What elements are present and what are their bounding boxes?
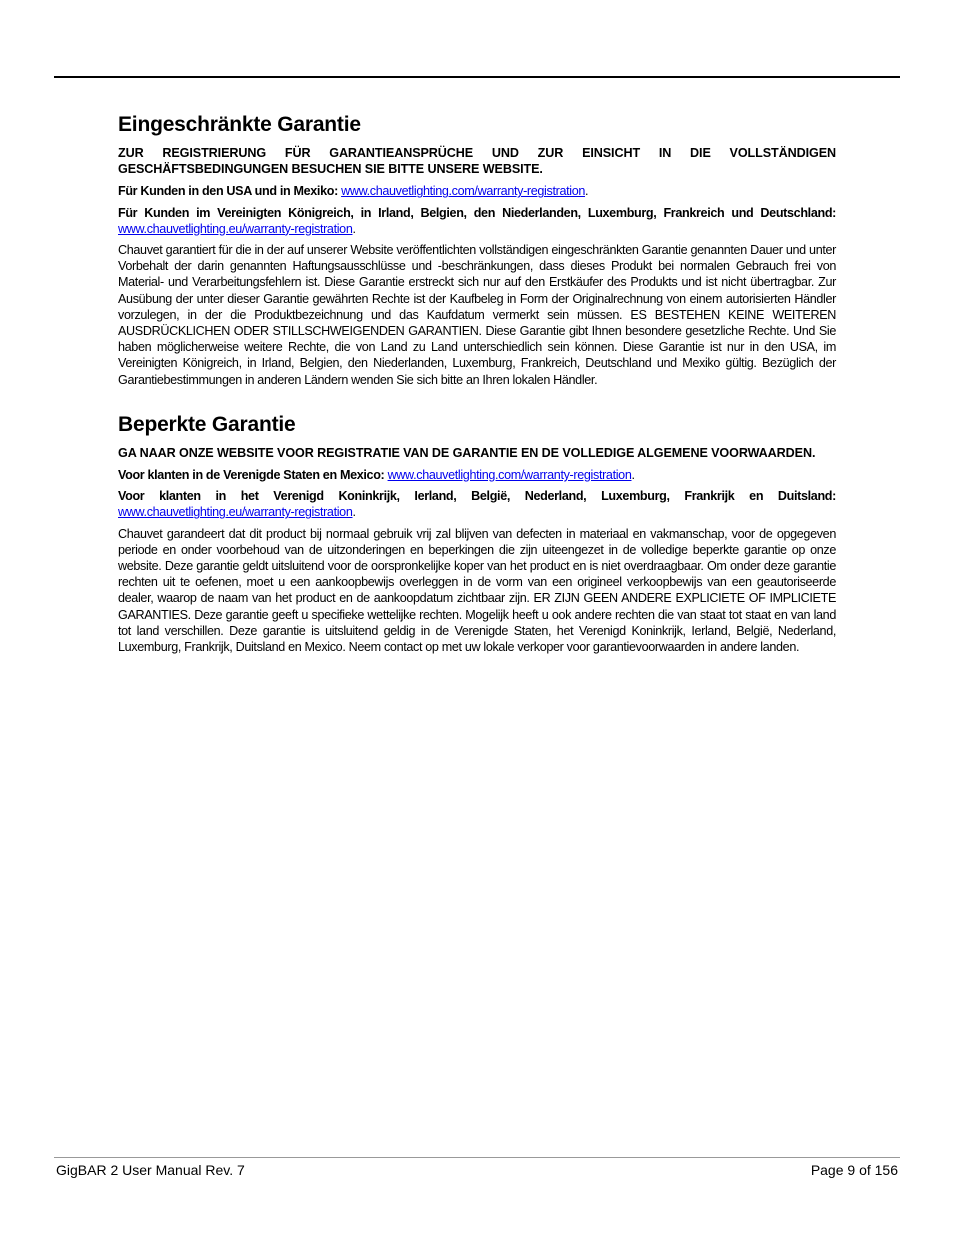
usa-registration-line	[118, 183, 836, 199]
page-content	[118, 112, 836, 671]
footer-page-number: Page 9 of 156	[810, 1162, 898, 1178]
registration-notice: GA NAAR ONZE WEBSITE VOOR REGISTRATIE VAN DE GARANTIE EN DE VOLLEDIGE ALGEMENE VOORWAARDEN.	[118, 445, 816, 460]
section-title: Beperkte Garantie	[118, 412, 296, 436]
header-rule	[54, 76, 900, 78]
usa-label: Für Kunden in den USA und in Mexiko:	[118, 184, 338, 199]
section-title: Eingeschränkte Garantie	[118, 113, 361, 136]
eu-label: Voor klanten in het Verenigd Koninkrijk, Ierland, België, Nederland, Luxemburg, Frankrijk en Duitsland:	[118, 489, 836, 504]
eu-registration-line	[118, 205, 836, 237]
eu-registration-line	[118, 488, 836, 520]
warranty-body: Chauvet garandeert dat dit product bij normaal gebruik vrij zal blijven van defecten in materiaal en vakmanschap, voor de opgegeven periode en onder voorbehoud van de uitzonderingen en beperkingen die zijn uiteengezet in de volledige beperkte garantie op onze website. Deze garantie geldt uitsluitend voor de oorspronkelijke koper van het product en is niet overdraagbaar. Om onder deze garantie rechten uit te oefenen, moet u een aankoopbewijs overleggen in de vorm van een origineel verkoopbewijs van een geautoriseerde dealer, waarop de naam van het product en de aankoopdatum zichtbaar zijn. ER ZIJN GEEN ANDERE EXPLICIETE OF IMPLICIETE GARANTIES. Deze garantie geeft u specifieke wettelijke rechten. Mogelijk heeft u ook andere rechten die van staat tot staat en van land tot land verschillen. Deze garantie is uitsluitend geldig in de Verenigde Staten, het Verenigd Koninkrijk, Ierland, België, Nederland, Luxemburg, Frankrijk, Duitsland en Mexico. Neem contact op met uw lokale verkoper voor garantievoorwaarden in andere landen.	[118, 526, 836, 655]
section-dutch-warranty	[118, 412, 836, 655]
section-german-warranty	[118, 112, 836, 388]
footer-rule	[54, 1157, 900, 1158]
eu-registration-link[interactable]: www.chauvetlighting.eu/warranty-registration	[118, 221, 353, 236]
registration-notice: ZUR REGISTRIERUNG FÜR GARANTIEANSPRÜCHE UND ZUR EINSICHT IN DIE VOLLSTÄNDIGEN GESCHÄFTSBEDINGUNGEN BESUCHEN SIE BITTE UNSERE WEBSITE.	[118, 146, 836, 177]
usa-registration-line	[118, 467, 836, 483]
usa-registration-link[interactable]: www.chauvetlighting.com/warranty-registration	[387, 468, 632, 483]
usa-label: Voor klanten in de Verenigde Staten en Mexico:	[118, 468, 385, 483]
eu-registration-link[interactable]: www.chauvetlighting.eu/warranty-registration	[118, 505, 353, 520]
period: .	[631, 468, 635, 483]
period: .	[352, 221, 356, 236]
usa-registration-link[interactable]: www.chauvetlighting.com/warranty-registration	[341, 184, 586, 199]
eu-label: Für Kunden im Vereinigten Königreich, in Irland, Belgien, den Niederlanden, Luxemburg, Frankreich und Deutschland:	[118, 205, 836, 220]
period: .	[352, 505, 356, 520]
warranty-body: Chauvet garantiert für die in der auf unserer Website veröffentlichten vollständigen eingeschränkten Garantie genannten Dauer und unter Vorbehalt der darin genannten Haftungsausschlüsse und -beschränkungen, dass dieses Produkt bei normalen Gebrauch frei von Material- und Verarbeitungsfehlern ist. Diese Garantie erstreckt sich nur auf den Erstkäufer des Produkts und ist nicht übertragbar. Zur Ausübung der unter dieser Garantie gewährten Rechte ist der Kaufbeleg in Form der Originalrechnung von einem autorisierten Händler vorzulegen, in der die Produktbezeichnung und das Kaufdatum vermerkt sein müssen. ES BESTEHEN KEINE WEITEREN AUSDRÜCKLICHEN ODER STILLSCHWEIGENDEN GARANTIEN. Diese Garantie gibt Ihnen besondere gesetzliche Rechte. Und Sie haben möglicherweise weitere Rechte, die von Land zu Land unterschiedlich sein können. Diese Garantie ist nur in den USA, im Vereinigten Königreich, in Irland, Belgien, den Niederlanden, Luxemburg, Frankreich, Deutschland und Mexiko gültig. Bezüglich der Garantiebestimmungen in anderen Ländern wenden Sie sich bitte an Ihren lokalen Händler.	[118, 243, 836, 387]
footer-manual-title: GigBAR 2 User Manual Rev. 7	[56, 1162, 245, 1178]
period: .	[585, 184, 589, 199]
